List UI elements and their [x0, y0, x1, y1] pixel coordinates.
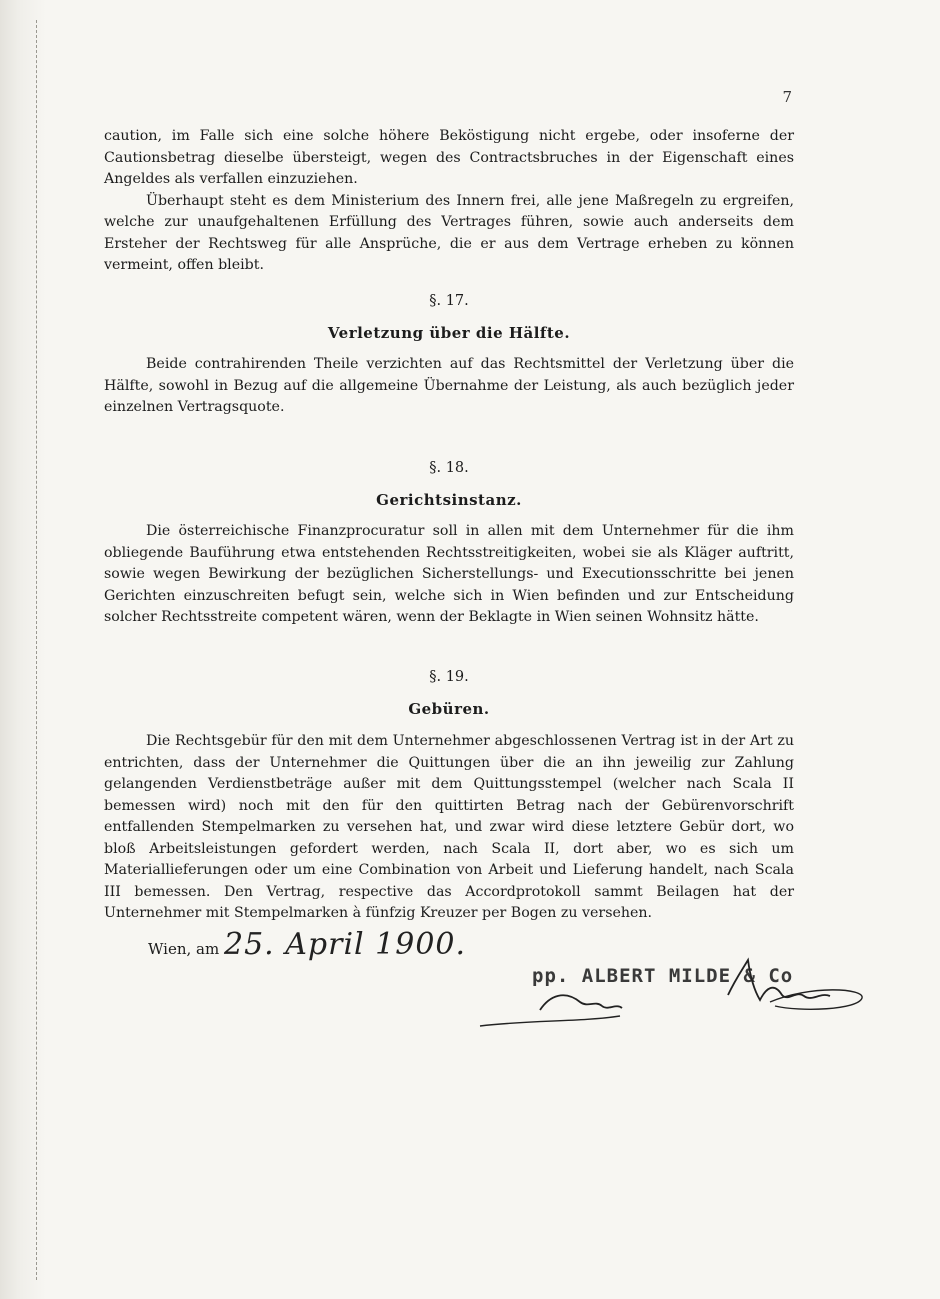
signature-2-icon: [728, 960, 830, 1000]
section-18-number: §. 18.: [429, 460, 469, 476]
signature-2-flourish-icon: [770, 990, 862, 1009]
section-17-title: Verletzung über die Hälfte.: [327, 324, 571, 342]
section-19-text: Die Rechtsgebür für den mit dem Unternehmer abgeschlossenen Vertrag ist in der Art zu entrichten, dass der Unternehmer die Quittungen über die an ihn jeweilig zur Zahlung gelangenden Verdienstbeträge außer mit dem Quittungsstempel (welcher nach Scala II bemessen wird) noch mit den für den quittirten Betrag nach der Gebürenvorschrift entfallenden Stempelmarken zu versehen hat, und zwar wird diese letztere Gebür dort, wo bloß Arbeitsleistungen gefordert werden, nach Scala II, dort aber, wo es sich um Materiallieferungen oder um eine Combination von Arbeit und Lieferung handelt, nach Scala III bemessen. Den Vertrag, respective das Accordprotokoll sammt Beilagen hat der Unternehmer mit Stempelmarken à fünfzig Kreuzer per Bogen zu versehen.: [104, 733, 794, 921]
binding-edge: [0, 0, 46, 1299]
signature-1-flourish-icon: [480, 1016, 620, 1026]
page-number: 7: [782, 88, 792, 106]
intro-paragraph-2: Überhaupt steht es dem Ministerium des Innern frei, alle jene Maßregeln zu ergreifen, welche zur unaufgehaltenen Erfüllung des Vertrages führen, sowie auch anderseits dem Ersteher der Rechtsweg für alle Ansprüche, die er aus dem Vertrage erheben zu können vermeint, offen bleibt.: [104, 192, 794, 273]
signatures-icon: [470, 940, 870, 1040]
section-19-body: [104, 731, 794, 925]
place-label: Wien, am: [148, 940, 220, 958]
section-17-number: §. 17.: [429, 293, 469, 309]
signature-1-icon: [540, 995, 622, 1010]
place-date-line: [148, 927, 466, 962]
section-18-text: Die österreichische Finanzprocuratur soll in allen mit dem Unternehmer für die ihm obliegende Bauführung etwa entstehenden Rechtsstreitigkeiten, wobei sie als Kläger auftritt, sowie wegen Bewirkung der bezüglichen Sicherstellungs- und Executionsschritte bei jenen Gerichten einzuschreiten befugt sein, welche sich in Wien befinden und zur Entscheidung solcher Rechtsstreite competent wären, wenn der Beklagte in Wien seinen Wohnsitz hätte.: [104, 523, 794, 625]
section-19-number: §. 19.: [429, 669, 469, 685]
handwritten-date: 25. April 1900.: [223, 927, 467, 962]
section-19-title: Gebüren.: [408, 700, 490, 718]
intro-paragraph-1: caution, im Falle sich eine solche höhere Beköstigung nicht ergebe, oder insoferne der Cautionsbetrag dieselbe übersteigt, wegen des Contractsbruches in der Eigenschaft eines Angeldes als verfallen einzuziehen.: [104, 128, 794, 187]
intro-block: [104, 126, 794, 277]
section-18-body: [104, 521, 794, 629]
section-17-text: Beide contrahirenden Theile verzichten auf das Rechtsmittel der Verletzung über die Hälfte, sowohl in Bezug auf die allgemeine Übernahme der Leistung, als auch bezüglich jeder einzelnen Vertragsquote.: [104, 356, 794, 415]
binding-stitch-line: [36, 20, 38, 1280]
section-17-body: [104, 354, 794, 419]
company-stamp: pp. ALBERT MILDE & Co: [532, 965, 794, 987]
section-18-title: Gerichtsinstanz.: [376, 491, 522, 509]
